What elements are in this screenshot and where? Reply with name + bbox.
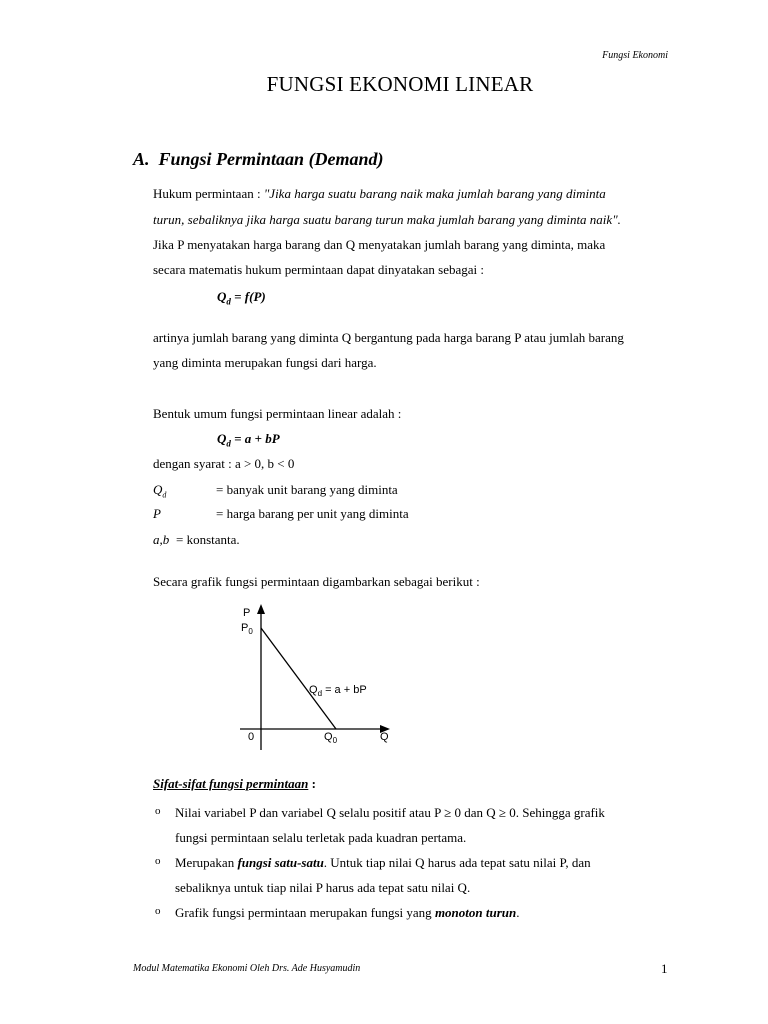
origin-label: 0 (248, 731, 255, 743)
property-pre: Grafik fungsi permintaan merupakan fungsi yang (175, 905, 435, 920)
formula-q: Q (217, 289, 227, 304)
demand-graph (230, 600, 410, 760)
y-intercept-text: P (241, 622, 249, 634)
bullet-marker: o (155, 855, 161, 867)
x-intercept-label (324, 731, 338, 745)
law-quote-1: "Jika harga suatu barang naik maka jumlah barang yang diminta (263, 186, 606, 201)
property-pre: Merupakan (175, 855, 238, 870)
page-number: 1 (661, 961, 668, 976)
demand-curve-label (309, 684, 367, 698)
page-title: FUNGSI EKONOMI LINEAR (266, 72, 534, 96)
explain-line-2: yang diminta merupakan fungsi dari harga. (153, 355, 377, 370)
graph-intro: Secara grafik fungsi permintaan digambarkan sebagai berikut : (153, 574, 480, 589)
formula-sub: d (226, 438, 231, 449)
curve-label-sub: d (317, 689, 323, 698)
bullet-marker: o (155, 905, 161, 917)
property-line: Nilai variabel P dan variabel Q selalu positif atau P ≥ 0 dan Q ≥ 0. Sehingga grafik (175, 805, 605, 820)
bullet-marker: o (155, 805, 161, 817)
law-lead: Hukum permintaan : (153, 186, 264, 201)
formula-linear-demand (217, 431, 280, 449)
demand-line (261, 628, 336, 729)
section-label: A. (133, 149, 150, 169)
property-line: fungsi permintaan selalu terletak pada kuadran pertama. (175, 830, 467, 845)
curve-label-rest: = a + bP (322, 684, 367, 696)
section-heading (133, 149, 384, 170)
curve-label-q: Q (309, 684, 318, 696)
law-line-3: Jika P menyatakan harga barang dan Q menyatakan jumlah barang yang diminta, maka (153, 237, 606, 252)
formula-rest: = f(P) (230, 289, 266, 304)
formula-rest: = a + bP (230, 431, 280, 446)
law-line-2 (153, 212, 621, 228)
property-item (175, 800, 670, 850)
definition-text: = banyak unit barang yang diminta (216, 482, 398, 497)
general-form-intro: Bentuk umum fungsi permintaan linear adalah : (153, 406, 402, 421)
x-axis-label: Q (380, 731, 389, 743)
y-intercept-sub: 0 (248, 627, 253, 636)
law-line-1 (153, 186, 606, 202)
definition-text: = konstanta. (176, 532, 240, 547)
properties-heading-text: Sifat-sifat fungsi permintaan (153, 776, 309, 791)
y-intercept-label (241, 622, 253, 636)
footer-text: Modul Matematika Ekonomi Oleh Drs. Ade Husyamudin (133, 963, 361, 974)
section-title: Fungsi Permintaan (Demand) (158, 149, 384, 169)
definition-symbol: P (153, 506, 161, 521)
property-line: sebaliknya untuk tiap nilai P harus ada tepat satu nilai Q. (175, 880, 471, 895)
definition-symbol: a,b (153, 532, 170, 547)
property-post: . (516, 905, 520, 920)
x-intercept-text: Q (324, 731, 333, 743)
x-intercept-sub: 0 (332, 736, 338, 745)
formula-q: Q (217, 431, 227, 446)
definition-text: = harga barang per unit yang diminta (216, 506, 409, 521)
def-sym-text: Q (153, 482, 163, 497)
law-line-4: secara matematis hukum permintaan dapat dinyatakan sebagai : (153, 262, 485, 277)
formula-sub: d (226, 296, 231, 307)
formula-demand-function (217, 289, 266, 307)
properties-heading-colon: : (308, 776, 316, 791)
property-emphasis: fungsi satu-satu (237, 855, 324, 870)
property-post: . Untuk tiap nilai Q harus ada tepat satu nilai P, dan (323, 855, 591, 870)
explain-line-1: artinya jumlah barang yang diminta Q bergantung pada harga barang P atau jumlah barang (153, 330, 624, 345)
y-axis-label: P (243, 607, 251, 619)
definition-symbol (153, 482, 166, 500)
def-sym-sub: d (162, 490, 167, 500)
conditions-text: dengan syarat : a > 0, b < 0 (153, 456, 295, 471)
y-axis-arrow (257, 604, 265, 614)
law-quote-2: turun, sebaliknya jika harga suatu barang turun maka jumlah barang yang diminta naik". (153, 212, 621, 227)
property-line (175, 900, 670, 925)
running-header: Fungsi Ekonomi (602, 50, 668, 61)
property-emphasis: monoton turun (434, 905, 517, 920)
property-line (175, 850, 670, 875)
properties-heading (153, 776, 316, 792)
property-item (175, 900, 670, 925)
property-item (175, 850, 670, 900)
